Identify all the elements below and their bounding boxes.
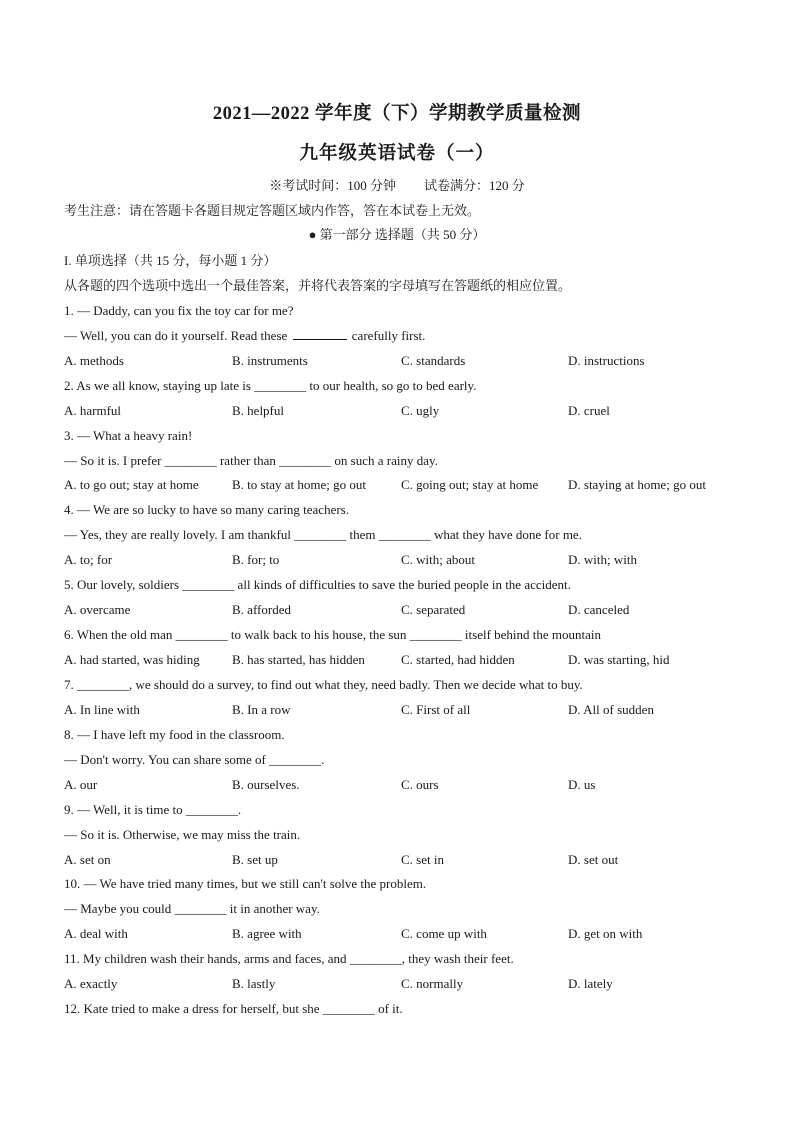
option-c: C. separated [401, 602, 466, 618]
option-a: A. methods [64, 352, 124, 368]
question-8-options [64, 773, 744, 798]
option-c: C. standards [401, 352, 466, 368]
option-d: D. canceled [568, 602, 630, 618]
question-9-line-2: — So it is. Otherwise, we may miss the train. [64, 826, 301, 842]
question-3-options [64, 473, 744, 498]
exam-notice: 考生注意：请在答题卡各题目规定答题区域内作答，答在本试卷上无效。 [64, 203, 481, 218]
question-4-line-1: 4. — We are so lucky to have so many caring teachers. [64, 502, 349, 518]
option-b: B. lastly [232, 976, 276, 992]
option-a: A. overcame [64, 602, 131, 618]
option-d: D. was starting, hid [568, 652, 670, 667]
option-b: B. ourselves. [232, 776, 300, 792]
option-c: C. going out; stay at home [401, 477, 539, 493]
answer-blank [293, 328, 347, 340]
option-b: B. agree with [232, 926, 302, 942]
option-a: A. to; for [64, 552, 113, 568]
question-8-line-1: 8. — I have left my food in the classroom. [64, 726, 285, 742]
option-c: C. set in [401, 851, 444, 867]
option-c: C. started, had hidden [401, 652, 515, 667]
option-d: D. lately [568, 976, 613, 992]
question-5-line-1: 5. Our lovely, soldiers ________ all kinds of difficulties to save the buried people in the accident. [64, 577, 571, 593]
part-instruction: 从各题的四个选项中选出一个最佳答案，并将代表答案的字母填写在答题纸的相应位置。 [64, 277, 572, 293]
option-d: D. All of sudden [568, 701, 654, 717]
question-1-line-2-text: — Well, you can do it yourself. Read these [64, 327, 288, 343]
question-3-line-2: — So it is. I prefer ________ rather than ________ on such a rainy day. [64, 452, 438, 468]
question-7-line-1: 7. ________, we should do a survey, to find out what they, need badly. Then we decide what to buy. [64, 676, 583, 692]
option-b: B. afforded [232, 602, 291, 618]
option-b: B. to stay at home; go out [232, 477, 366, 493]
option-c: C. ugly [401, 402, 440, 418]
exam-time: ※考试时间：100 分钟 [269, 178, 396, 193]
question-6-line-1: 6. When the old man ________ to walk back to his house, the sun ________ itself behind the mountain [64, 627, 602, 643]
option-c: C. come up with [401, 926, 487, 942]
option-d: D. instructions [568, 352, 645, 368]
part-heading: I. 单项选择（共 15 分，每小题 1 分） [64, 253, 277, 268]
option-c: C. with; about [401, 552, 476, 568]
full-score: 试卷满分：120 分 [424, 178, 525, 193]
question-2-options [64, 399, 744, 424]
option-a: A. harmful [64, 402, 122, 418]
question-11-options [64, 972, 744, 997]
section-heading: ● 第一部分 选择题（共 50 分） [308, 227, 486, 242]
question-5-options [64, 598, 744, 623]
option-a: A. had started, was hiding [64, 652, 200, 667]
option-b: B. for; to [232, 552, 280, 568]
option-d: D. staying at home; go out [568, 477, 706, 493]
question-4-options [64, 548, 744, 573]
exam-meta [0, 175, 794, 194]
option-c: C. ours [401, 776, 439, 792]
option-a: A. to go out; stay at home [64, 477, 199, 493]
question-1-line-1: 1. — Daddy, can you fix the toy car for me? [64, 302, 294, 318]
option-d: D. us [568, 776, 596, 792]
question-11-line-1: 11. My children wash their hands, arms and faces, and ________, they wash their feet. [64, 951, 514, 967]
option-b: B. In a row [232, 701, 291, 717]
option-a: A. In line with [64, 701, 140, 717]
option-c: C. First of all [401, 701, 471, 717]
question-6-options [64, 648, 744, 673]
question-1-line-2 [64, 324, 744, 349]
option-b: B. set up [232, 851, 278, 867]
option-b: B. has started, has hidden [232, 652, 365, 667]
option-c: C. normally [401, 976, 464, 992]
question-2-line-1: 2. As we all know, staying up late is ________ to our health, so go to bed early. [64, 377, 477, 393]
question-1-options [64, 349, 744, 374]
exam-subtitle: 九年级英语试卷（一） [299, 144, 495, 164]
option-a: A. exactly [64, 976, 118, 992]
option-d: D. cruel [568, 402, 610, 418]
question-7-options [64, 698, 744, 723]
question-8-line-2: — Don't worry. You can share some of ________. [64, 751, 325, 767]
option-a: A. set on [64, 851, 111, 867]
option-a: A. deal with [64, 926, 128, 942]
option-d: D. get on with [568, 926, 643, 942]
question-3-line-1: 3. — What a heavy rain! [64, 427, 193, 443]
option-d: D. set out [568, 851, 619, 867]
question-10-line-1: 10. — We have tried many times, but we still can't solve the problem. [64, 876, 427, 892]
question-9-line-1: 9. — Well, it is time to ________. [64, 801, 242, 817]
question-list [64, 249, 744, 1022]
question-4-line-2: — Yes, they are really lovely. I am thankful ________ them ________ what they have done for me. [64, 527, 582, 543]
question-12-line-1: 12. Kate tried to make a dress for herself, but she ________ of it. [64, 1001, 403, 1017]
option-d: D. with; with [568, 552, 637, 568]
option-b: B. helpful [232, 402, 284, 418]
question-9-options [64, 848, 744, 873]
option-b: B. instruments [232, 352, 308, 368]
option-a: A. our [64, 776, 98, 792]
question-10-line-2: — Maybe you could ________ it in another way. [64, 901, 320, 917]
question-10-options [64, 922, 744, 947]
question-1-line-2-tail: carefully first. [348, 327, 426, 343]
exam-title: 2021—2022 学年度（下）学期教学质量检测 [212, 104, 582, 124]
